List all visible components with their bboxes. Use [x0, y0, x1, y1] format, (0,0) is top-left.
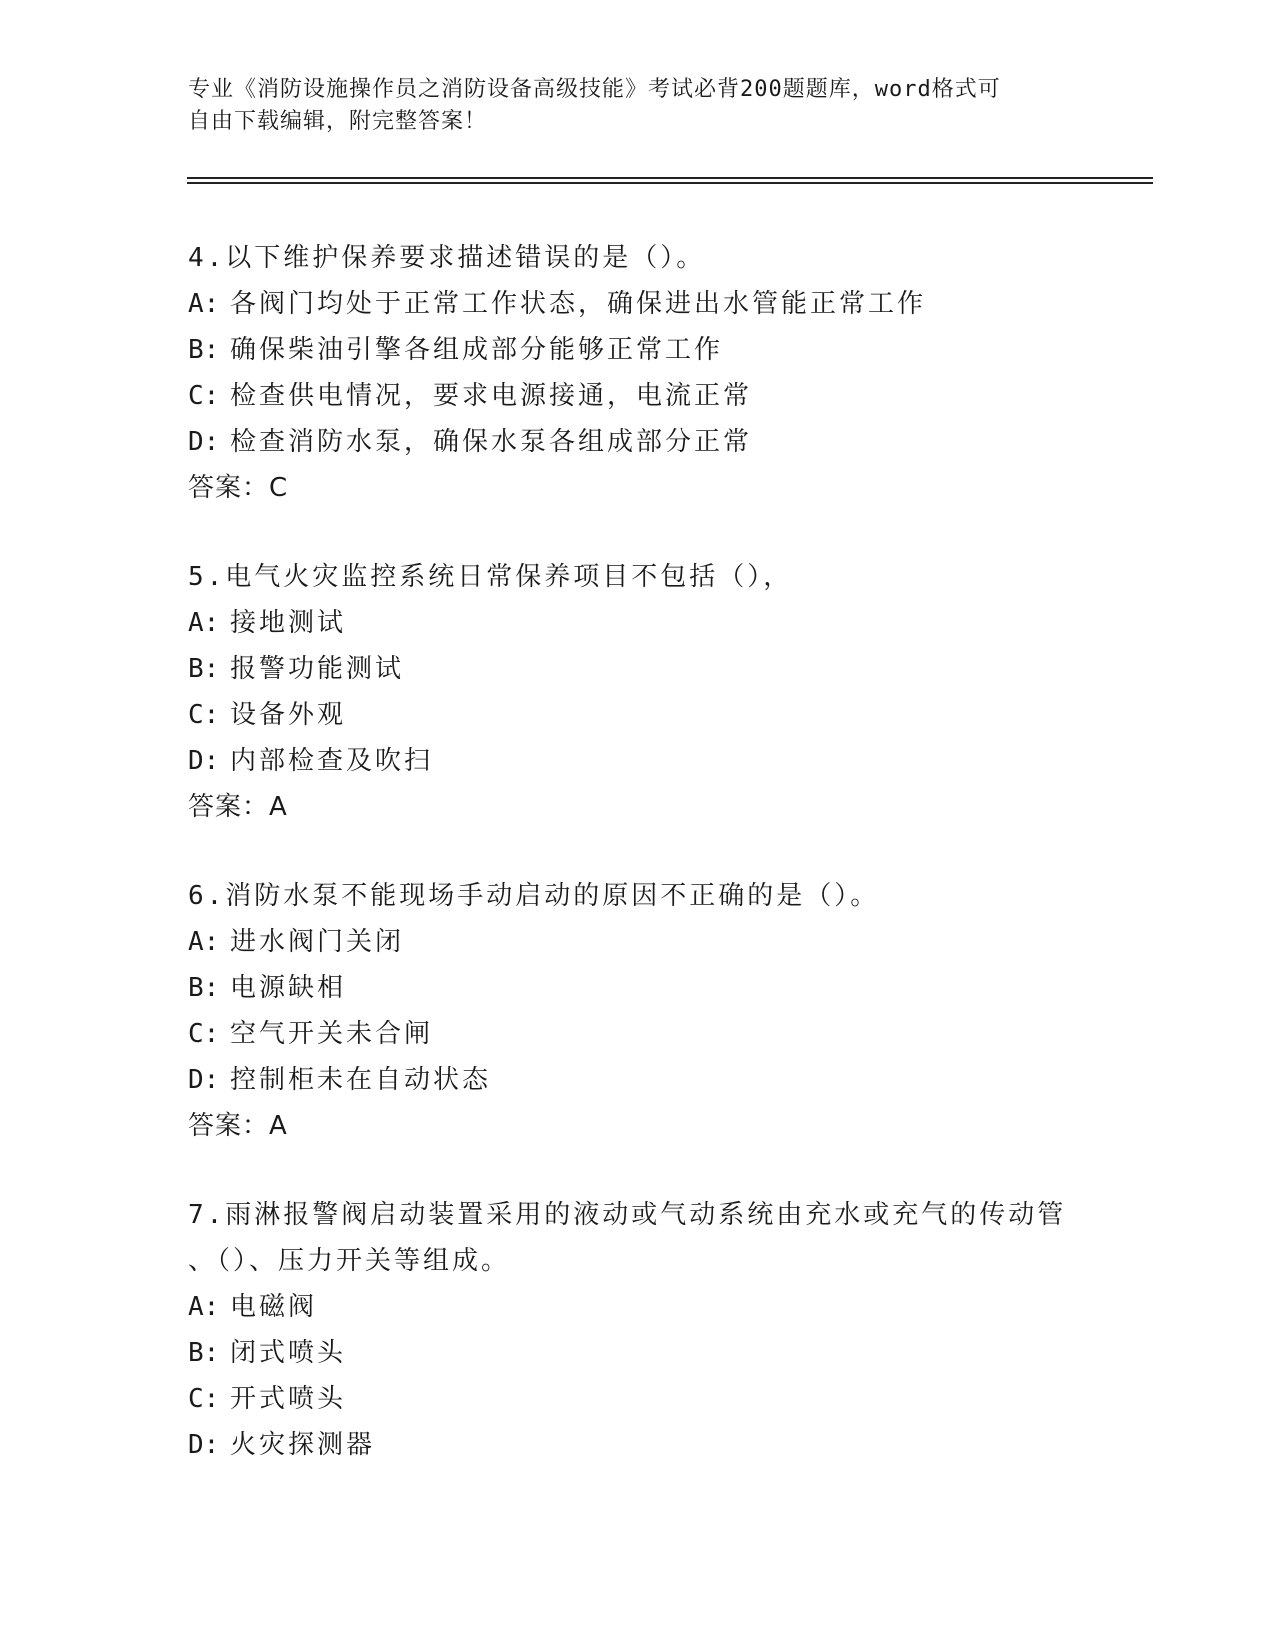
option-letter: A: [188, 927, 220, 957]
option-text: 接地测试 [230, 608, 347, 638]
option-text: 进水阀门关闭 [230, 927, 405, 957]
header-divider-bottom [187, 182, 1153, 184]
answer-line: 答案：A [188, 792, 288, 822]
option-text: 火灾探测器 [230, 1430, 376, 1460]
option-text: 各阀门均处于正常工作状态，确保进出水管能正常工作 [230, 289, 927, 319]
answer-line: 答案：A [188, 1111, 288, 1141]
answer-line: 答案：C [188, 473, 289, 503]
option-letter: D: [188, 427, 220, 457]
option-text: 开式喷头 [230, 1384, 347, 1414]
option-letter: B: [188, 1338, 220, 1368]
document-header [188, 74, 1088, 138]
option-text: 报警功能测试 [230, 654, 405, 684]
option-letter: D: [188, 1430, 220, 1460]
question-stem-line-1: 7.雨淋报警阀启动装置采用的液动或气动系统由充水或充气的传动管 [188, 1200, 1067, 1230]
option-d [188, 419, 1148, 465]
option-text: 内部检查及吹扫 [230, 746, 434, 776]
option-text: 设备外观 [230, 700, 347, 730]
option-c [188, 1011, 1148, 1057]
option-a [188, 1284, 1148, 1330]
option-text: 空气开关未合闸 [230, 1019, 434, 1049]
option-text: 检查消防水泵，确保水泵各组成部分正常 [230, 427, 753, 457]
option-letter: A: [188, 1292, 220, 1322]
question-stem: 6.消防水泵不能现场手动启动的原因不正确的是（）。 [188, 881, 880, 911]
option-a [188, 281, 1148, 327]
option-d [188, 1057, 1148, 1103]
option-text: 确保柴油引擎各组成部分能够正常工作 [230, 335, 724, 365]
question-stem: 5.电气火灾监控系统日常保养项目不包括（）， [188, 562, 793, 592]
option-d [188, 738, 1148, 784]
option-text: 控制柜未在自动状态 [230, 1065, 492, 1095]
question-5 [188, 554, 1148, 830]
option-d [188, 1422, 1148, 1468]
option-b [188, 327, 1148, 373]
option-c [188, 692, 1148, 738]
header-line-1: 专业《消防设施操作员之消防设备高级技能》考试必背200题题库，word格式可 [188, 77, 1001, 102]
option-a [188, 600, 1148, 646]
option-letter: C: [188, 700, 220, 730]
option-a [188, 919, 1148, 965]
option-text: 电源缺相 [230, 973, 347, 1003]
option-text: 检查供电情况，要求电源接通，电流正常 [230, 381, 753, 411]
option-letter: C: [188, 1384, 220, 1414]
option-letter: A: [188, 289, 220, 319]
option-b [188, 965, 1148, 1011]
header-divider-top [187, 177, 1153, 179]
option-c [188, 373, 1148, 419]
option-letter: C: [188, 381, 220, 411]
option-letter: A: [188, 608, 220, 638]
option-text: 闭式喷头 [230, 1338, 347, 1368]
question-4 [188, 235, 1148, 511]
question-7 [188, 1192, 1148, 1468]
option-letter: C: [188, 1019, 220, 1049]
option-b [188, 1330, 1148, 1376]
option-letter: B: [188, 654, 220, 684]
question-stem-line-2: 、（）、压力开关等组成。 [188, 1246, 511, 1276]
option-text: 电磁阀 [230, 1292, 318, 1322]
option-letter: B: [188, 335, 220, 365]
question-stem: 4.以下维护保养要求描述错误的是（）。 [188, 243, 706, 273]
header-line-2: 自由下载编辑，附完整答案！ [188, 109, 488, 134]
question-6 [188, 873, 1148, 1149]
option-letter: D: [188, 1065, 220, 1095]
option-b [188, 646, 1148, 692]
option-c [188, 1376, 1148, 1422]
option-letter: D: [188, 746, 220, 776]
option-letter: B: [188, 973, 220, 1003]
